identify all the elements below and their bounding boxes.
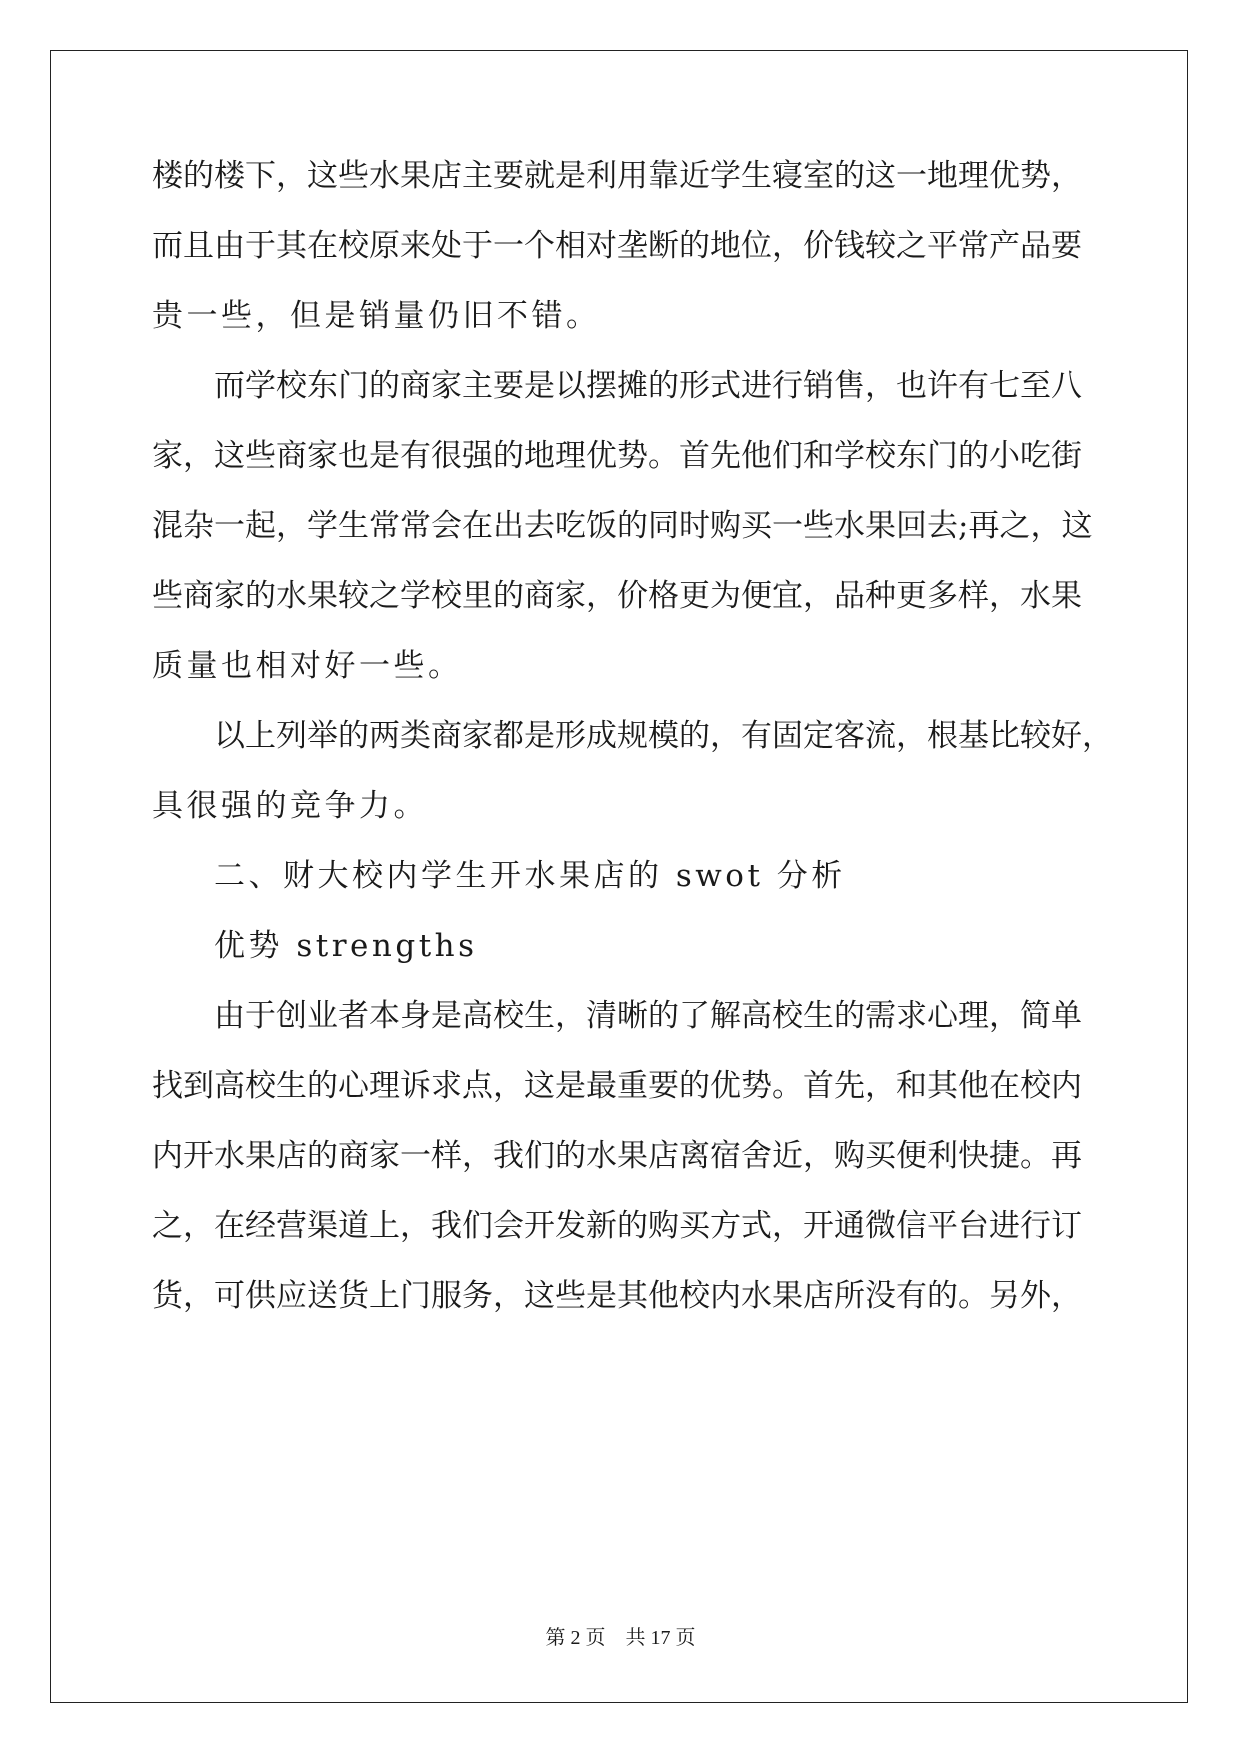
text-line: 找到高校生的心理诉求点，这是最重要的优势。首先，和其他在校内: [152, 1068, 1082, 1104]
text-line: 以上列举的两类商家都是形成规模的，有固定客流，根基比较好，: [214, 718, 1113, 754]
text-line: 而且由于其在校原来处于一个相对垄断的地位，价钱较之平常产品要: [152, 228, 1082, 264]
text-line: 家，这些商家也是有很强的地理优势。首先他们和学校东门的小吃街: [152, 438, 1082, 474]
text-line: 些商家的水果较之学校里的商家，价格更为便宜，品种更多样，水果: [152, 578, 1082, 614]
page-number-footer: 第 2 页 共 17 页: [545, 1627, 696, 1649]
text-line: 之，在经营渠道上，我们会开发新的购买方式，开通微信平台进行订: [152, 1208, 1082, 1244]
text-line: 具很强的竞争力。: [152, 788, 428, 824]
text-line: 楼的楼下，这些水果店主要就是利用靠近学生寝室的这一地理优势，: [152, 158, 1082, 194]
text-line: 混杂一起，学生常常会在出去吃饭的同时购买一些水果回去;再之，这: [152, 508, 1093, 544]
text-line: 货，可供应送货上门服务，这些是其他校内水果店所没有的。另外，: [152, 1278, 1082, 1314]
text-line: 而学校东门的商家主要是以摆摊的形式进行销售，也许有七至八: [214, 368, 1082, 404]
text-line: 质量也相对好一些。: [152, 648, 463, 684]
subsection-heading: 优势 strengths: [214, 928, 478, 964]
text-line: 由于创业者本身是高校生，清晰的了解高校生的需求心理，简单: [214, 998, 1082, 1034]
section-heading: 二、财大校内学生开水果店的 swot 分析: [214, 858, 846, 894]
text-line: 内开水果店的商家一样，我们的水果店离宿舍近，购买便利快捷。再: [152, 1138, 1082, 1174]
text-line: 贵一些，但是销量仍旧不错。: [152, 298, 601, 334]
